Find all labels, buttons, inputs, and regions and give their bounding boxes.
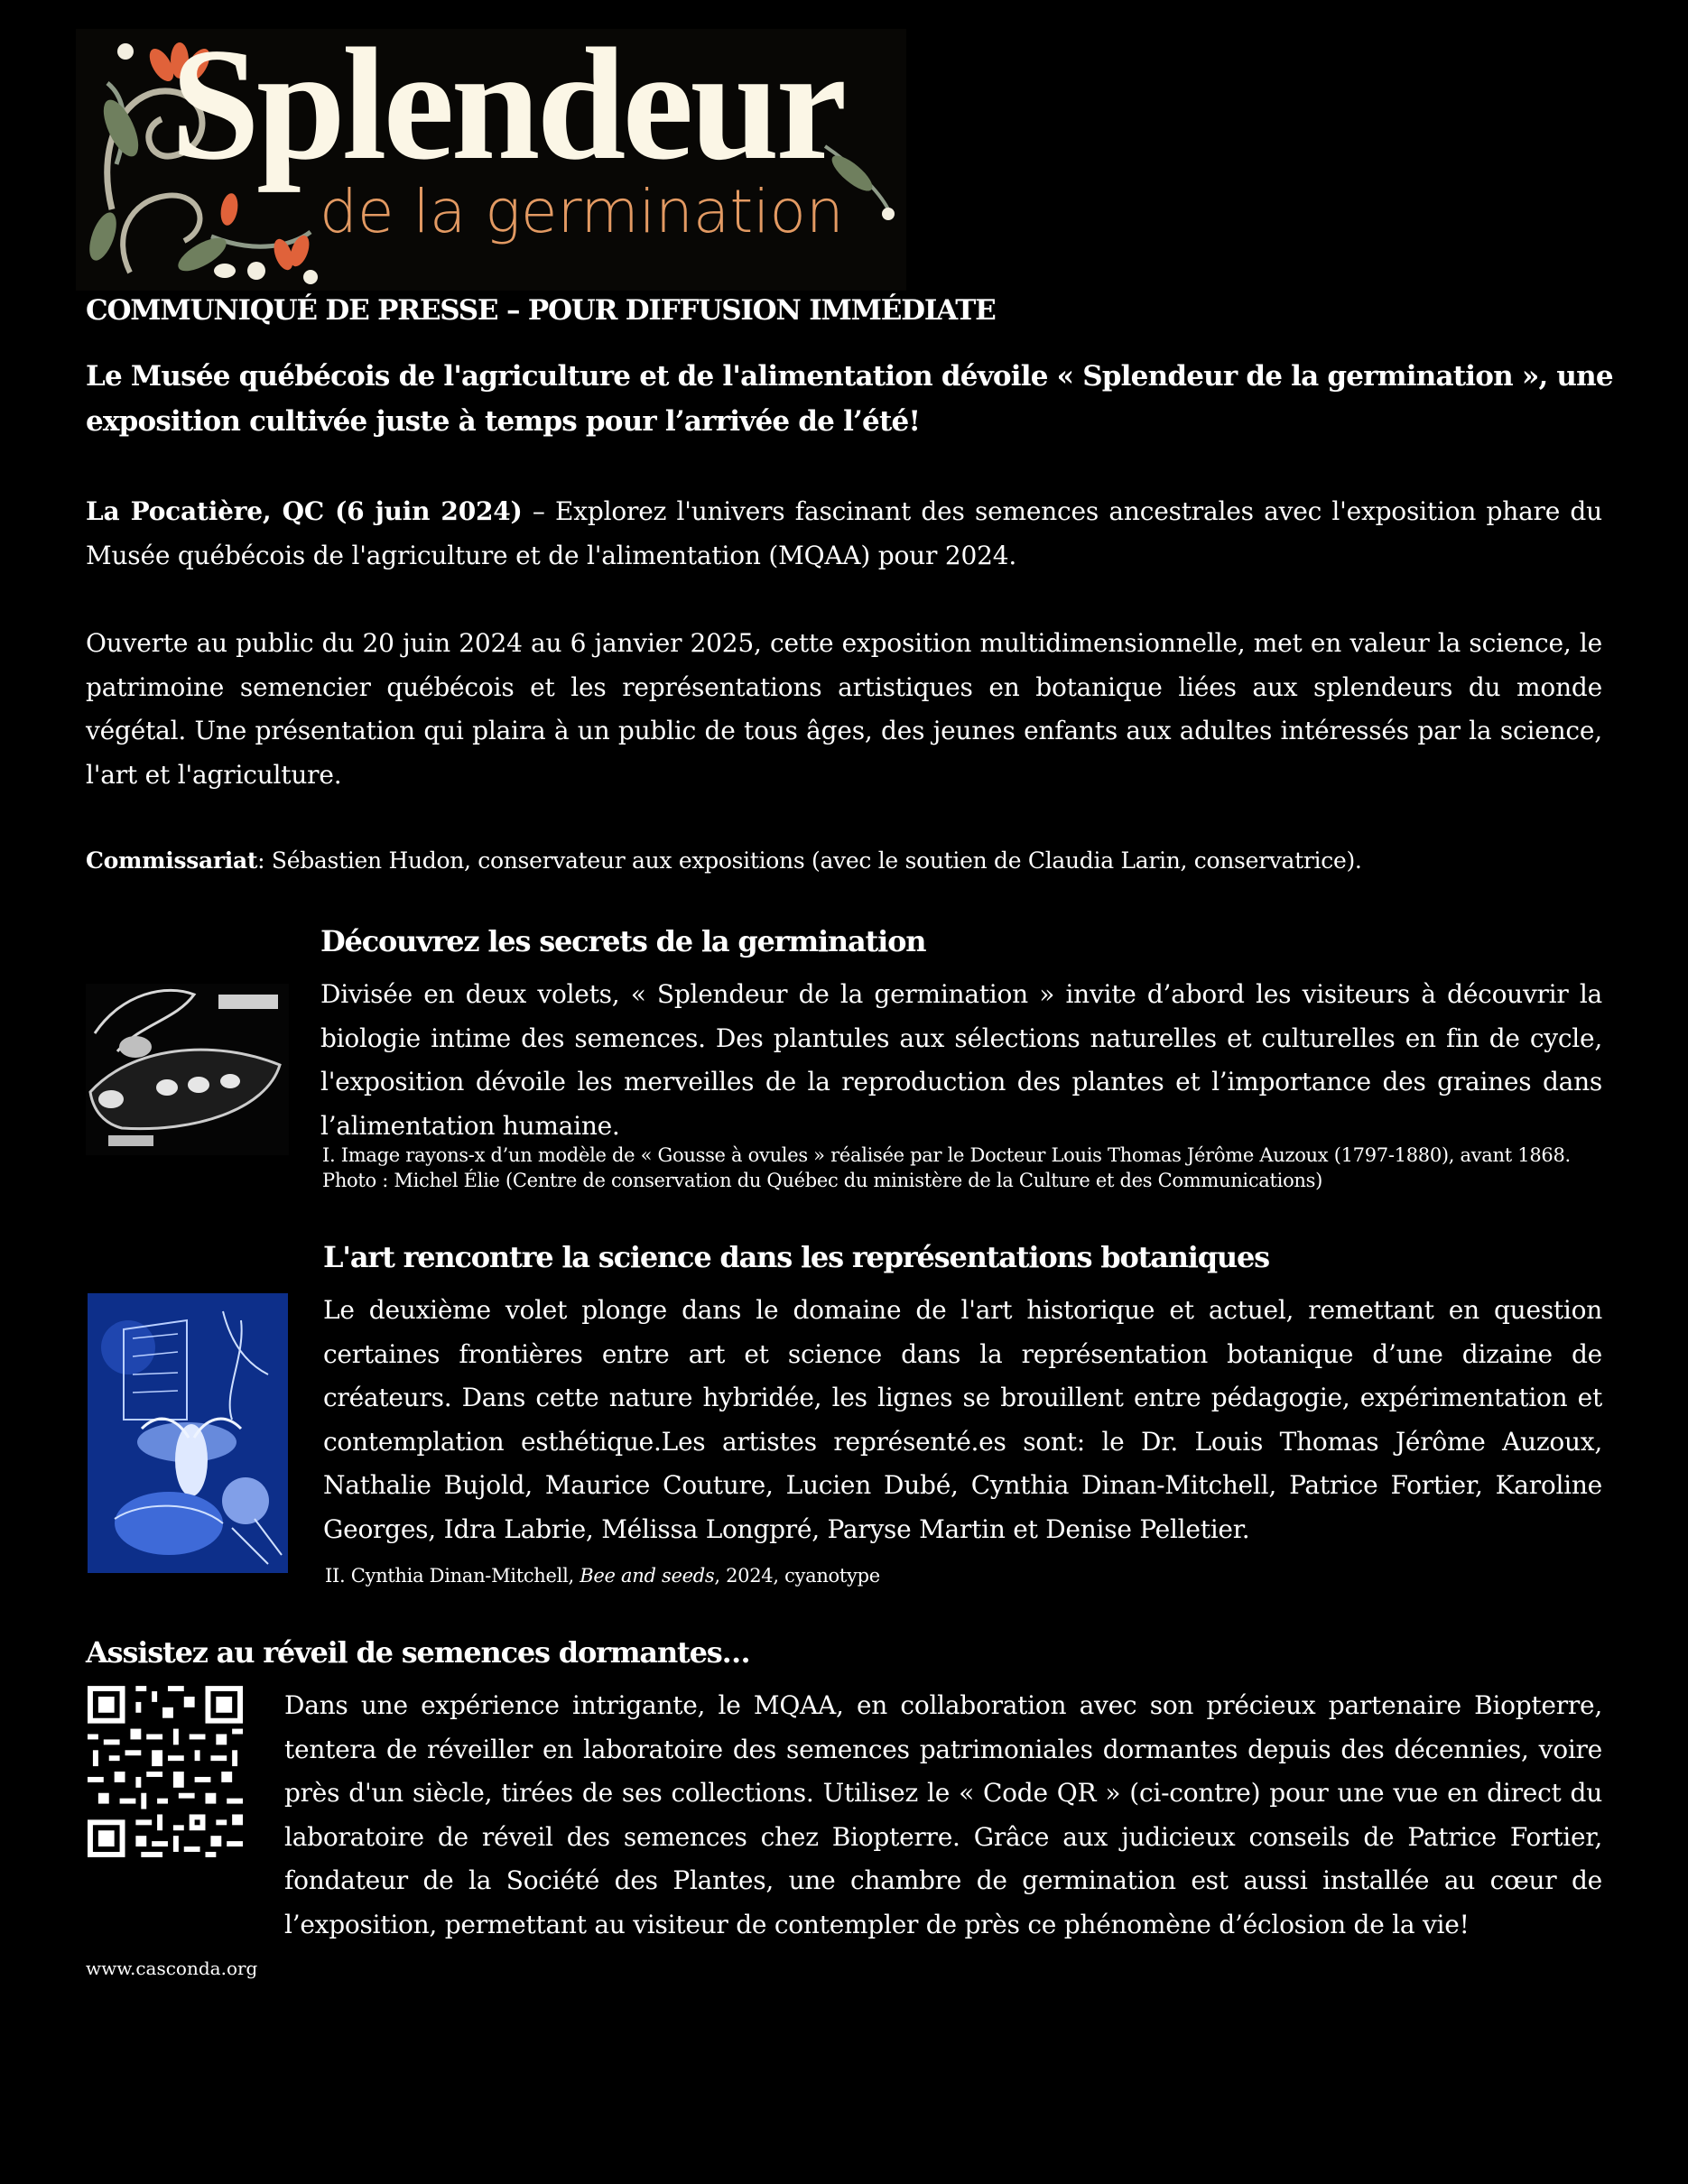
- website-link[interactable]: www.casconda.org: [86, 1957, 258, 1979]
- curation-paragraph: [86, 843, 1602, 879]
- opening-paragraph: Ouverte au public du 20 juin 2024 au 6 janvier 2025, cette exposition multidimensionnelle, met en valeur la science, le patrimoine semencier québécois et les représentations artistiques en botanique liées aux splendeurs du monde végétal. Une présentation qui plaira à un public de tous âges, des jeunes enfants aux adultes intéressés par la science, l'art et l'agriculture.: [86, 628, 1602, 790]
- section2-caption: [325, 1563, 880, 1588]
- exhibition-logo: [76, 14, 906, 291]
- section1-body: Divisée en deux volets, « Splendeur de la germination » invite d’abord les visiteurs à découvrir la biologie intime des semences. Des plantules aux sélections naturelles et culturelles en fin de cycle, l'exposition dévoile les merveilles de la reproduction des plantes et l’importance des graines dans l’alimentation humaine.: [320, 979, 1602, 1141]
- xray-seed-pod-image: [86, 984, 289, 1155]
- caption-prefix: II. Cynthia Dinan-Mitchell,: [325, 1565, 580, 1587]
- press-headline: Le Musée québécois de l'agriculture et de l'alimentation dévoile « Splendeur de la germination », une exposition cultivée juste à temps pour l’arrivée de l’été!: [86, 360, 1613, 438]
- section1-title: Découvrez les secrets de la germination: [320, 924, 926, 958]
- intro-text: – Explorez l'univers fascinant des semences ancestrales avec l'exposition phare du Musée québécois de l'agriculture et de l'alimentation (MQAA) pour 2024.: [86, 496, 1602, 570]
- logo-title: Splendeur: [171, 14, 844, 193]
- qr-code-icon[interactable]: [88, 1686, 243, 1857]
- section1-caption-line2: Photo : Michel Élie (Centre de conservation du Québec du ministère de la Culture et des Communications): [322, 1170, 1323, 1191]
- press-release-label: COMMUNIQUÉ DE PRESSE – POUR DIFFUSION IMMÉDIATE: [86, 294, 996, 327]
- artwork-title: Bee and seeds: [580, 1565, 715, 1587]
- section3-title: Assistez au réveil de semences dormantes…: [86, 1635, 750, 1670]
- section2-body: Le deuxième volet plonge dans le domaine de l'art historique et actuel, remettant en question certaines frontières entre art et science dans la représentation botanique d’une dizaine de créateurs. Dans cette nature hybridée, les lignes se brouillent entre pédagogie, expérimentation et contemplation esthétique.Les artistes représenté.es sont: le Dr. Louis Thomas Jérôme Auzoux, Nathalie Bujold, Maurice Couture, Lucien Dubé, Cynthia Dinan-Mitchell, Patrice Fortier, Karoline Georges, Idra Labrie, Mélissa Longpré, Paryse Martin et Denise Pelletier.: [323, 1295, 1602, 1544]
- dateline: La Pocatière, QC (6 juin 2024): [86, 496, 523, 526]
- cyanotype-bee-image: [88, 1293, 288, 1573]
- curation-label: Commissariat: [86, 847, 258, 874]
- caption-suffix: , 2024, cyanotype: [714, 1565, 880, 1587]
- section3-body: Dans une expérience intrigante, le MQAA, en collaboration avec son précieux partenaire Biopterre, tentera de réveiller en laboratoire des semences patrimoniales dormantes depuis des décennies, voire près d'un siècle, tirées de ses collections. Utilisez le « Code QR » (ci-contre) pour une vue en direct du laboratoire de réveil des semences chez Biopterre. Grâce aux judicieux conseils de Patrice Fortier, fondateur de la Société des Plantes, une chambre de germination est aussi installée au cœur de l’exposition, permettant au visiteur de contempler de près ce phénomène d’éclosion de la vie!: [284, 1690, 1602, 1939]
- logo-subtitle: de la germination: [320, 177, 844, 246]
- curation-text: : Sébastien Hudon, conservateur aux expositions (avec le soutien de Claudia Larin, conservatrice).: [257, 847, 1362, 874]
- section2-title: L'art rencontre la science dans les représentations botaniques: [323, 1240, 1269, 1274]
- intro-paragraph: [86, 490, 1602, 578]
- section1-caption-line1: I. Image rayons-x d’un modèle de « Gousse à ovules » réalisée par le Docteur Louis Thomas Jérôme Auzoux (1797-1880), avant 1868.: [322, 1144, 1571, 1166]
